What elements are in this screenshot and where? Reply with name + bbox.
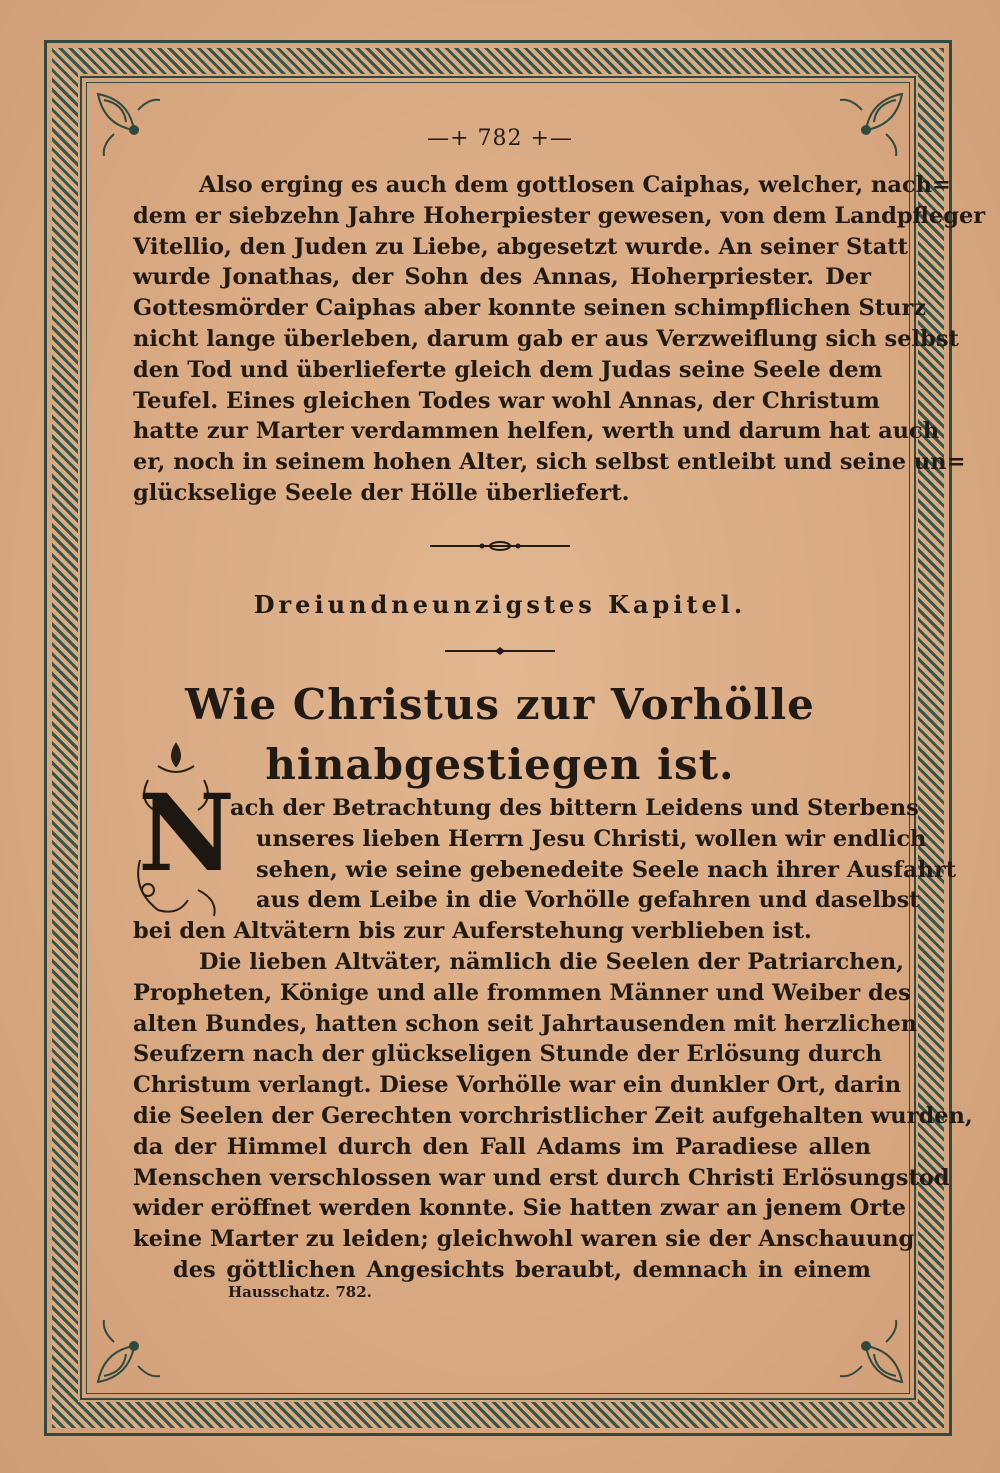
chapter-label: Dreiundneunzigstes Kapitel. xyxy=(253,590,747,619)
text-line: da der Himmel durch den Fall Adams im Paradiese allen xyxy=(133,1133,871,1160)
text-line: Christum verlangt. Diese Vorhölle war ein dunkler Ort, darin xyxy=(133,1072,902,1099)
text-line: die Seelen der Gerechten vorchristlicher Zeit aufgehalten wurden, xyxy=(133,1102,973,1129)
text-line: Menschen verschlossen war und erst durch Christi Erlösungstod xyxy=(133,1164,950,1191)
paragraph-1 xyxy=(133,170,986,509)
text-line: Teufel. Eines gleichen Todes war wohl Annas, der Christum xyxy=(133,387,880,414)
dropcap-letter: N xyxy=(138,770,235,895)
text-line: bei den Altvätern bis zur Auferstehung verblieben ist. xyxy=(133,918,812,944)
page-number: —+ 782 +— xyxy=(427,126,573,151)
text-line: den Tod und überlieferte gleich dem Judas seine Seele dem xyxy=(133,356,883,383)
text-line: Also erging es auch dem gottlosen Caiphas, welcher, nach= xyxy=(199,172,951,198)
text-line: Propheten, Könige und alle frommen Männer und Weiber des xyxy=(133,979,911,1006)
text-line: nicht lange überleben, darum gab er aus Verzweiflung sich selbst xyxy=(133,325,959,352)
text-line: hatte zur Marter verdammen helfen, werth und darum hat auch xyxy=(133,418,940,445)
chapter-title-line-1: Wie Christus zur Vorhölle xyxy=(185,680,815,729)
text-line: unseres lieben Herrn Jesu Christi, wollen wir endlich xyxy=(256,825,927,852)
paragraph-2-dropcap-lines xyxy=(230,793,957,916)
text-line: sehen, wie seine gebenedeite Seele nach ihrer Ausfahrt xyxy=(256,856,957,883)
text-line: dem er siebzehn Jahre Hoherpiester gewesen, von dem Landpfleger xyxy=(133,202,986,229)
text-line: glückselige Seele der Hölle überliefert. xyxy=(133,479,630,506)
text-line: er, noch in seinem hohen Alter, sich selbst entleibt und seine un= xyxy=(133,449,966,476)
corner-ornament-icon xyxy=(836,1316,906,1386)
chapter-title-line-2: hinabgestiegen ist. xyxy=(265,740,735,789)
text-line: Die lieben Altväter, nämlich die Seelen der Patriarchen, xyxy=(199,949,905,975)
text-line: Gottesmörder Caiphas aber konnte seinen schimpflichen Sturz xyxy=(133,295,927,322)
chapter-divider-icon xyxy=(0,642,1000,661)
text-line: keine Marter zu leiden; gleichwohl waren sie der Anschauung xyxy=(133,1226,915,1253)
text-line: alten Bundes, hatten schon seit Jahrtausenden mit herzlichen xyxy=(133,1010,918,1037)
text-line: des göttlichen Angesichts beraubt, demnach in einem xyxy=(173,1256,871,1283)
paragraph-3 xyxy=(133,947,973,1286)
text-line: wurde Jonathas, der Sohn des Annas, Hoherpriester. Der xyxy=(133,264,871,291)
section-divider-icon xyxy=(0,538,1000,557)
text-line: ach der Betrachtung des bittern Leidens und Sterbens xyxy=(230,795,919,821)
text-line: aus dem Leibe in die Vorhölle gefahren und daselbst xyxy=(256,887,920,914)
paragraph-2-rest xyxy=(133,916,871,947)
text-line: Seufzern nach der glückseligen Stunde der Erlösung durch xyxy=(133,1041,883,1068)
text-line: wider eröffnet werden konnte. Sie hatten zwar an jenem Orte xyxy=(133,1195,906,1222)
corner-ornament-icon xyxy=(94,1316,164,1386)
text-line: Vitellio, den Juden zu Liebe, abgesetzt wurde. An seiner Statt xyxy=(133,233,909,260)
footer-signature: Hausschatz. 782. xyxy=(228,1283,372,1301)
